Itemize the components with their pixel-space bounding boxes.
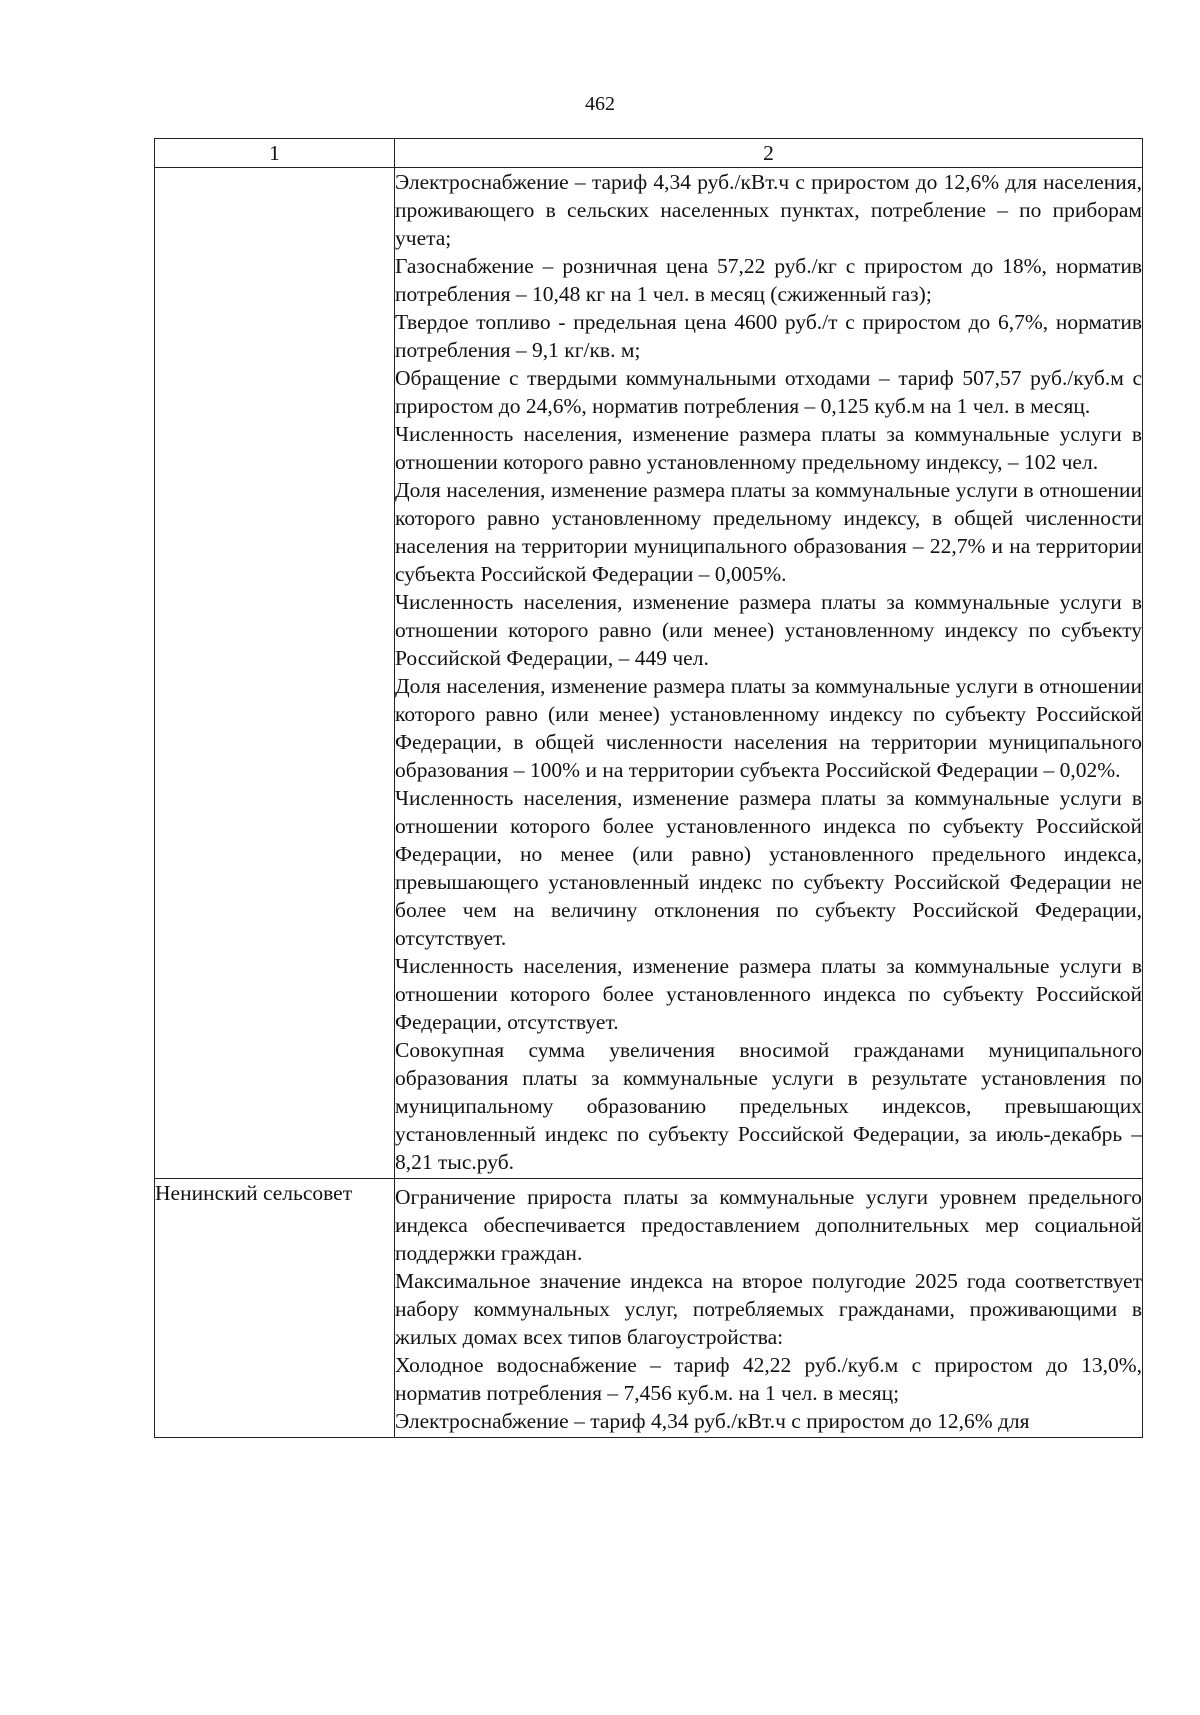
table-header-row — [155, 139, 1143, 168]
municipality-name — [155, 168, 395, 1179]
paragraph: Электроснабжение – тариф 4,34 руб./кВт.ч с приростом до 12,6% для — [395, 1409, 1030, 1433]
paragraph: Твердое топливо - предельная цена 4600 руб./т с приростом до 6,7%, норматив потребления – 9,1 кг/кв. м; — [395, 310, 1142, 362]
paragraph: Ограничение прироста платы за коммунальные услуги уровнем предельного индекса обеспечивается предоставлением дополнительных мер социальной поддержки граждан. — [395, 1185, 1142, 1265]
table-row — [155, 1179, 1143, 1438]
column-header-1: 1 — [155, 139, 395, 168]
paragraph: Газоснабжение – розничная цена 57,22 руб./кг с приростом до 18%, норматив потребления – 10,48 кг на 1 чел. в месяц (сжиженный газ); — [395, 254, 1142, 306]
column-header-2: 2 — [395, 139, 1143, 168]
paragraph: Максимальное значение индекса на второе полугодие 2025 года соответствует набору коммунальных услуг, потребляемых гражданами, проживающими в жилых домах всех типов благоустройства: — [395, 1269, 1142, 1349]
table-row — [155, 168, 1143, 1179]
paragraph: Электроснабжение – тариф 4,34 руб./кВт.ч с приростом до 12,6% для населения, проживающего в сельских населенных пунктах, потребление – по приборам учета; — [395, 170, 1142, 250]
document-table — [154, 138, 1143, 1438]
row-content — [395, 1179, 1143, 1438]
paragraph: Численность населения, изменение размера платы за коммунальные услуги в отношении которого более установленного индекса по субъекту Российской Федерации, отсутствует. — [395, 954, 1142, 1034]
paragraph: Численность населения, изменение размера платы за коммунальные услуги в отношении которого более установленного индекса по субъекту Российской Федерации, но менее (или равно) установленного предельного индекса, превышающего установленный индекс по субъекту Российской Федерации не более чем на величину отклонения по субъекту Российской Федерации, отсутствует. — [395, 786, 1142, 950]
paragraph: Численность населения, изменение размера платы за коммунальные услуги в отношении которого равно установленному предельному индексу, – 102 чел. — [395, 422, 1142, 474]
row-content — [395, 168, 1143, 1179]
paragraph: Холодное водоснабжение – тариф 42,22 руб./куб.м с приростом до 13,0%, норматив потребления – 7,456 куб.м. на 1 чел. в месяц; — [395, 1353, 1142, 1405]
paragraph: Численность населения, изменение размера платы за коммунальные услуги в отношении которого равно (или менее) установленному индексу по субъекту Российской Федерации, – 449 чел. — [395, 590, 1142, 670]
municipality-name: Ненинский сельсовет — [155, 1179, 395, 1438]
page-number: 462 — [585, 93, 615, 115]
paragraph: Совокупная сумма увеличения вносимой гражданами муниципального образования платы за коммунальные услуги в результате установления по муниципальному образованию предельных индексов, превышающих установленный индекс по субъекту Российской Федерации, за июль-декабрь – 8,21 тыс.руб. — [395, 1038, 1142, 1174]
paragraph: Доля населения, изменение размера платы за коммунальные услуги в отношении которого равно (или менее) установленному индексу по субъекту Российской Федерации, в общей численности населения на территории муниципального образования – 100% и на территории субъекта Российской Федерации – 0,02%. — [395, 674, 1142, 782]
paragraph: Обращение с твердыми коммунальными отходами – тариф 507,57 руб./куб.м с приростом до 24,6%, норматив потребления – 0,125 куб.м на 1 чел. в месяц. — [395, 366, 1142, 418]
paragraph: Доля населения, изменение размера платы за коммунальные услуги в отношении которого равно установленному предельному индексу, в общей численности населения на территории муниципального образования – 22,7% и на территории субъекта Российской Федерации – 0,005%. — [395, 478, 1142, 586]
